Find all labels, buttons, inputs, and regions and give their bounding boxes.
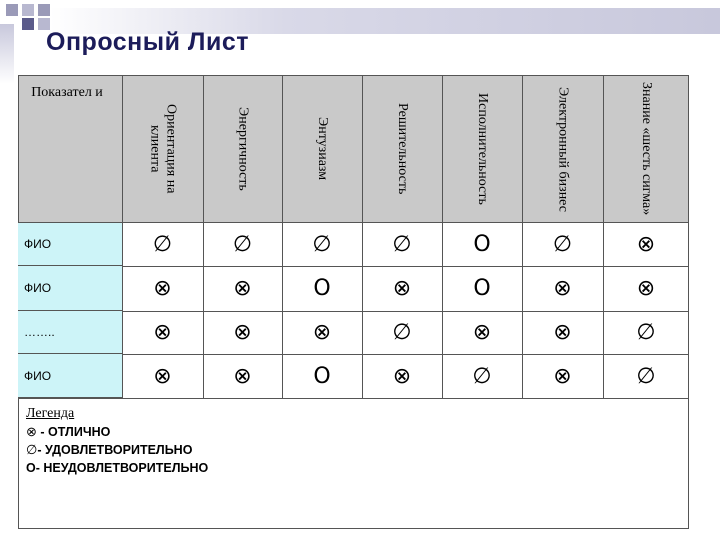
legend-item-satisfactory: ∅- УДОВЛЕТВОРИТЕЛЬНО [26,442,193,457]
column-header: Решительность [395,103,410,195]
column-header: Ориентация на клиента [147,104,179,194]
decor-square-4 [22,18,34,30]
row-label: ФИО [18,354,122,398]
rating-mark: ⊗ [233,320,252,345]
rating-mark: O [313,276,331,301]
rating-mark: O [473,276,491,301]
decor-left-bar [0,24,14,84]
rating-mark: ⊗ [392,276,412,301]
row-label: ФИО [18,266,122,311]
rating-mark: O [313,363,331,389]
rating-mark: ⊗ [233,276,252,301]
rating-mark: ⊗ [312,320,332,345]
rating-mark: ⊗ [636,232,656,257]
column-header: Энергичность [235,107,251,191]
rating-mark: ⊗ [553,320,572,345]
decor-square-1 [6,4,18,16]
column-header: Знание «шесть сигма» [639,82,654,216]
rating-mark: ∅ [392,320,412,345]
rating-mark: ⊗ [392,363,412,389]
rating-mark: ⊗ [636,276,656,301]
rating-mark: ⊗ [233,363,252,389]
decor-square-3 [38,4,50,16]
legend [26,405,208,477]
rating-mark: ⊗ [153,276,172,301]
row-label: …….. [18,311,122,354]
rating-mark: ⊗ [553,276,572,301]
rating-mark: ⊗ [153,320,172,345]
rating-mark: ∅ [636,363,656,389]
page-title: Опросный Лист [46,28,249,56]
decor-square-2 [22,4,34,16]
rating-mark: ⊗ [472,320,492,345]
legend-item-unsatisfactory: О- НЕУДОВЛЕТВОРИТЕЛЬНО [26,461,209,475]
row-label: ФИО [18,223,122,266]
column-header: Электронный бизнес [555,86,571,212]
legend-title: Легенда [26,406,75,421]
rating-mark: ∅ [232,232,253,257]
rating-mark: ∅ [392,232,412,257]
column-header: Исполнительность [475,93,490,205]
rating-mark: ∅ [312,232,332,257]
rating-mark: ∅ [552,232,573,257]
legend-item-excellent: ⊗ - ОТЛИЧНО [26,424,111,439]
rating-mark: ∅ [472,363,492,389]
column-header: Энтузиазм [315,117,330,181]
grid-line [18,398,689,399]
rating-mark: ⊗ [153,363,172,389]
rating-mark: ∅ [152,232,173,257]
corner-header: Показател и [31,85,103,100]
rating-mark: ⊗ [553,363,572,389]
rating-mark: O [473,232,491,257]
rating-mark: ∅ [636,320,656,345]
